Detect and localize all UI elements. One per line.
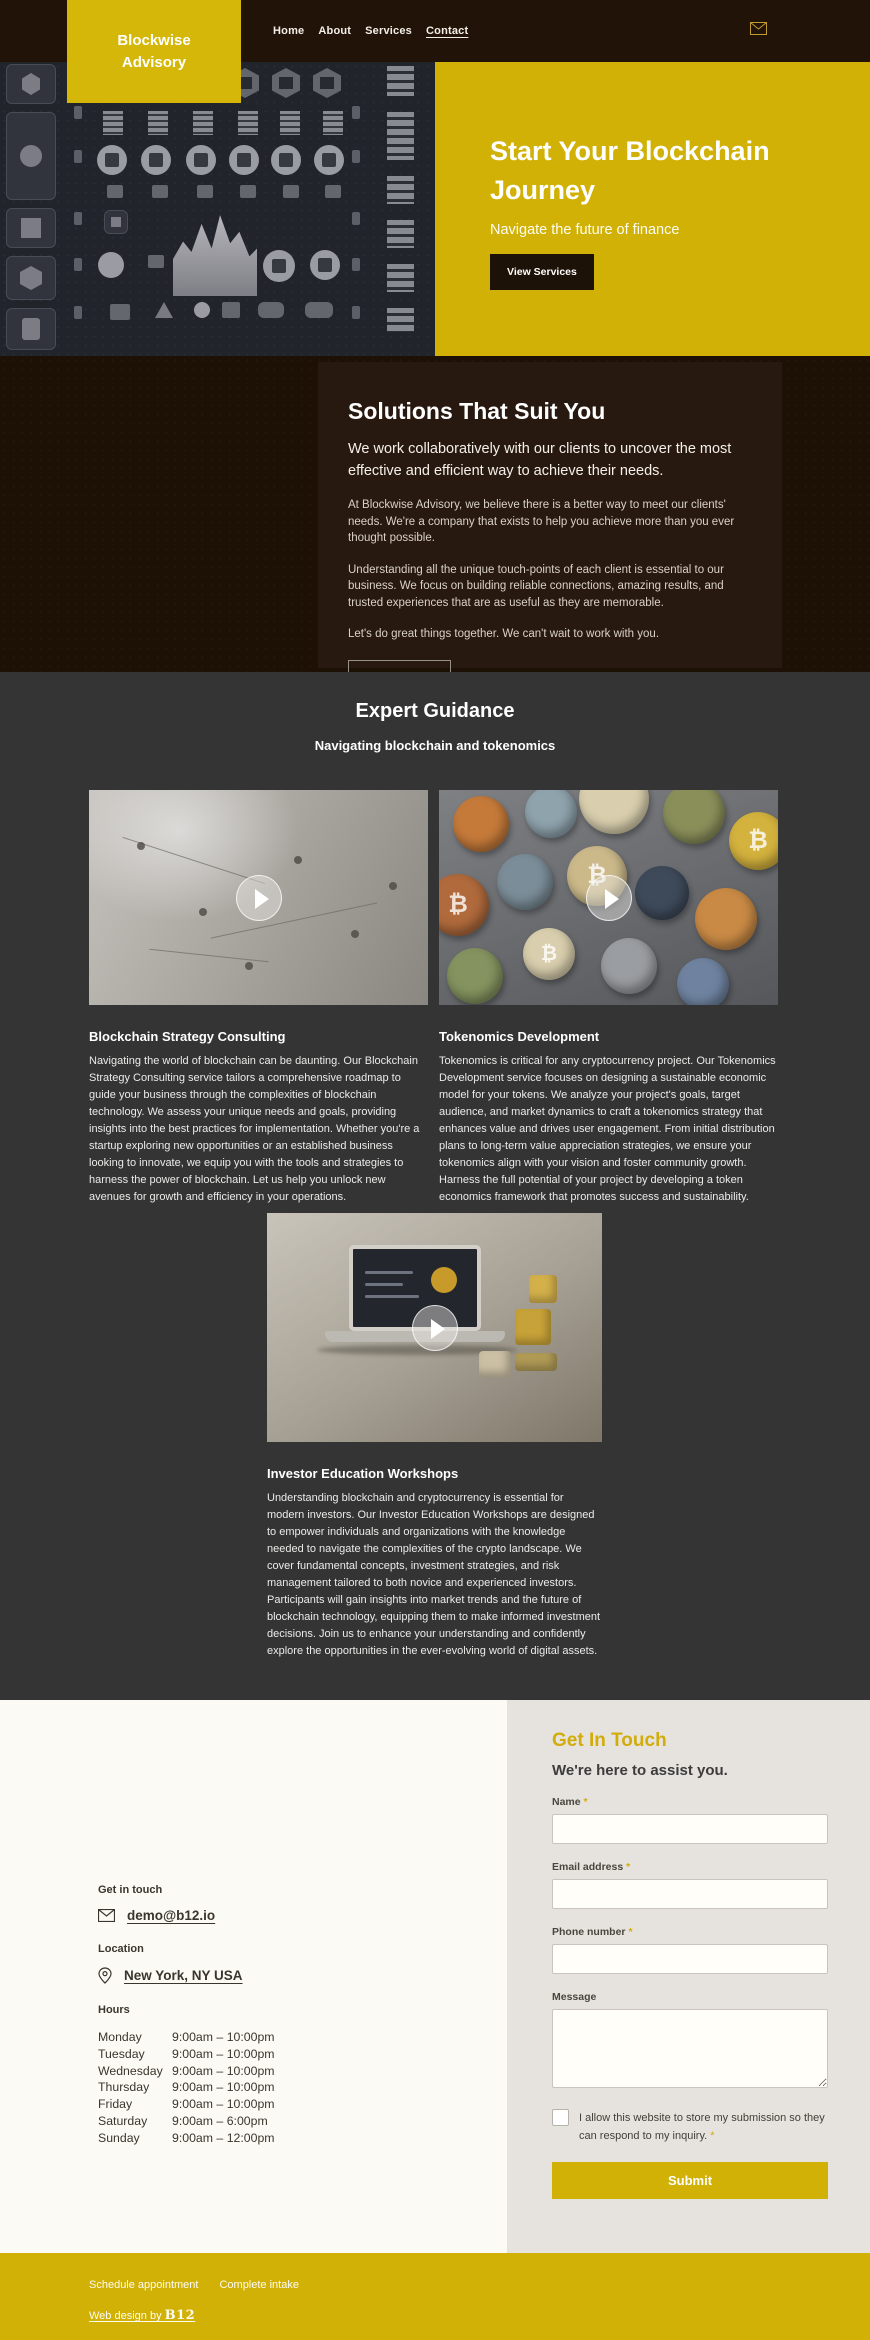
b12-logo: B12	[164, 2308, 196, 2323]
services-title: Expert Guidance	[355, 700, 515, 722]
email-link[interactable]: demo@b12.io	[127, 1908, 216, 1923]
nav-link-about[interactable]: About	[318, 25, 352, 37]
service-card-title: Tokenomics Development	[439, 1029, 600, 1044]
hours-row: Wednesday 9:00am – 10:00pm	[98, 2063, 275, 2078]
message-label: Message	[552, 1991, 597, 2003]
solutions-card	[318, 362, 782, 668]
hero-content	[435, 62, 870, 356]
logo[interactable]	[67, 0, 241, 103]
service-card-body: Understanding blockchain and cryptocurrency is essential for modern investors. Our Investor Education Workshops are designed to empower individuals and organizations with the knowledge needed to navigate the complexities of the crypto landscape. We cover fundamental concepts, investment strategies, and risk management tailored to both novice and experienced investors. Participants will gain insights into market trends and the future of blockchain technology, equipping them to make informed investment decisions. Join us to enhance your understanding and confidently explore the opportunities in the ever-evolving world of digital assets.	[267, 1492, 601, 1657]
contact-info-panel	[0, 1700, 507, 2253]
video-thumbnail-laptop[interactable]	[267, 1213, 602, 1442]
form-subtitle: We're here to assist you.	[552, 1762, 728, 1779]
solutions-title: Solutions That Suit You	[348, 398, 606, 424]
services-cards-row	[89, 790, 778, 1206]
solutions-paragraph: At Blockwise Advisory, we believe there is a better way to meet our clients' needs. We're a company that exists to help you achieve more than you ever thought possible.	[348, 499, 735, 544]
play-icon[interactable]	[412, 1305, 458, 1351]
mail-icon[interactable]	[750, 22, 767, 35]
consent-text: I allow this website to store my submission so they can respond to my inquiry. *	[579, 2112, 825, 2142]
service-card-title: Blockchain Strategy Consulting	[89, 1029, 286, 1044]
service-card-body: Tokenomics is critical for any cryptocurrency project. Our Tokenomics Development service focuses on designing a sustainable economic model for your tokens. We analyze your project's goals, target audience, and market dynamics to craft a tokenomics strategy that enhances value and drives user engagement. From initial distribution plans to long-term value appreciation strategies, we ensure your tokenomics align with your vision and foster community growth. Harness the full potential of your project by developing a token economics framework that promotes success and sustainability.	[439, 1055, 776, 1203]
hero-title: Start Your Blockchain Journey	[490, 136, 770, 205]
service-card-title: Investor Education Workshops	[267, 1466, 459, 1481]
submit-button[interactable]: Submit	[552, 2162, 828, 2199]
hours-row: Sunday 9:00am – 12:00pm	[98, 2130, 275, 2145]
services-section	[0, 672, 870, 1700]
message-field[interactable]	[552, 2009, 828, 2088]
contact-section	[0, 1700, 870, 2253]
solutions-paragraph: Let's do great things together. We can't wait to work with you.	[348, 628, 660, 640]
location-pin-icon	[98, 1967, 112, 1984]
complete-intake-link[interactable]: Complete intake	[219, 2279, 299, 2291]
footer-links	[89, 2279, 299, 2291]
service-card-investor-education	[267, 1213, 602, 1660]
logo-text: Blockwise Advisory	[117, 31, 191, 71]
hours-row: Friday 9:00am – 10:00pm	[98, 2097, 275, 2112]
hours-row: Tuesday 9:00am – 10:00pm	[98, 2046, 275, 2061]
contact-form-panel	[507, 1700, 870, 2253]
name-label: Name *	[552, 1796, 588, 1808]
nav-link-services[interactable]: Services	[365, 25, 413, 37]
nav-link-contact[interactable]: Contact	[426, 25, 469, 37]
video-thumbnail-blueprint[interactable]	[89, 790, 428, 1005]
location-link[interactable]: New York, NY USA	[124, 1968, 243, 1983]
phone-label: Phone number *	[552, 1926, 633, 1938]
web-design-byline-link[interactable]: Web design by B12	[89, 2308, 196, 2323]
video-thumbnail-coins[interactable]: ₿ ₿ ₿ ₿	[439, 790, 778, 1005]
service-card-tokenomics	[439, 790, 778, 1206]
play-icon[interactable]	[586, 875, 632, 921]
services-subtitle: Navigating blockchain and tokenomics	[314, 738, 556, 753]
solutions-section	[0, 356, 870, 672]
main-nav	[273, 0, 468, 62]
hero-image-blockchain-icons	[0, 62, 435, 356]
nav-link-home[interactable]: Home	[273, 25, 305, 37]
phone-field[interactable]	[552, 1944, 828, 1974]
solutions-lede: We work collaboratively with our clients to uncover the most effective and efficient way to achieve their needs.	[348, 441, 732, 479]
email-label: Email address *	[552, 1861, 631, 1873]
email-field[interactable]	[552, 1879, 828, 1909]
hours-row: Monday 9:00am – 10:00pm	[98, 2030, 275, 2044]
schedule-appointment-link[interactable]: Schedule appointment	[89, 2279, 199, 2291]
hero-section	[0, 62, 870, 356]
play-icon[interactable]	[236, 875, 282, 921]
service-card-body: Navigating the world of blockchain can be daunting. Our Blockchain Strategy Consulting service tailors a comprehensive roadmap to guide your business through the complexities of blockchain technology. We assess your unique needs and goals, providing insights into the best practices for implementation. Whether you're a startup exploring new opportunities or an established business looking to innovate, we equip you with the tools and strategies to harness the power of blockchain. Let us help you unlock new avenues for growth and efficiency in your operations.	[89, 1055, 420, 1203]
hours-label: Hours	[98, 2004, 130, 2016]
form-title: Get In Touch	[552, 1730, 667, 1751]
solutions-paragraph: Understanding all the unique touch-points of each client is essential to our business. We focus on building reliable connections, amazing results, and trusted experiences that are as useful as they are memorable.	[348, 563, 724, 609]
envelope-icon	[98, 1909, 115, 1922]
hero-subtitle: Navigate the future of finance	[490, 222, 680, 238]
hours-row: Thursday 9:00am – 10:00pm	[98, 2080, 275, 2095]
consent-checkbox[interactable]	[552, 2109, 569, 2126]
name-field[interactable]	[552, 1814, 828, 1844]
hours-row: Saturday 9:00am – 6:00pm	[98, 2113, 268, 2128]
contact-info-heading: Get in touch	[98, 1884, 163, 1896]
location-label: Location	[98, 1943, 144, 1955]
footer	[0, 2253, 870, 2340]
view-services-button[interactable]: View Services	[490, 254, 594, 290]
service-card-blockchain-strategy	[89, 790, 428, 1206]
hours-table	[98, 2029, 507, 2147]
consent-row	[552, 2109, 828, 2145]
